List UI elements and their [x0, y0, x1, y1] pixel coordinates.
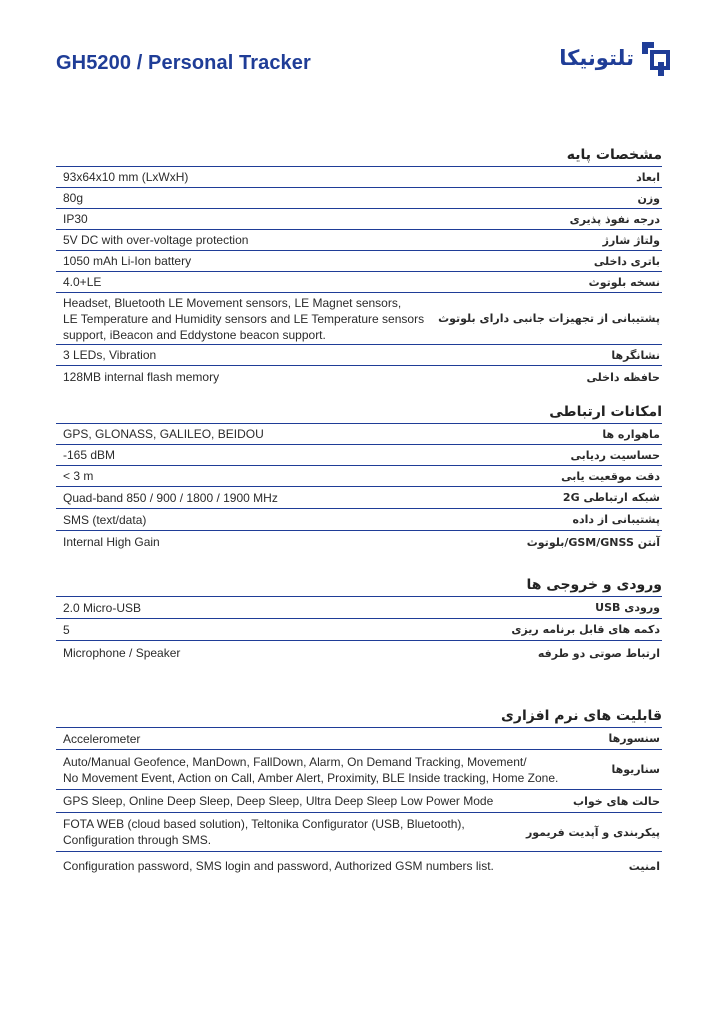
spec-label: پشتیبانی از داده	[572, 513, 660, 526]
spec-value: FOTA WEB (cloud based solution), Teltonika Configurator (USB, Bluetooth), Configuration through SMS.	[63, 817, 465, 847]
spec-row	[56, 251, 662, 272]
spec-value: 128MB internal flash memory	[63, 370, 220, 384]
spec-label: وزن	[637, 191, 660, 205]
io-section	[56, 574, 662, 665]
connectivity-section	[56, 401, 662, 553]
spec-row	[56, 597, 662, 619]
spec-label: ماهواره ها	[602, 427, 660, 441]
spec-row	[56, 424, 662, 445]
spec-value: 3 LEDs, Vibration	[63, 348, 157, 362]
spec-row	[56, 167, 662, 188]
spec-row	[56, 230, 662, 251]
spec-label: حافظه داخلی	[586, 370, 660, 384]
spec-row	[56, 813, 662, 852]
spec-label: باتری داخلی	[593, 254, 660, 268]
spec-row	[56, 750, 662, 790]
spec-label: نسخه بلوتوث	[588, 275, 660, 289]
spec-row	[56, 641, 662, 665]
spec-label: ورودی USB	[595, 601, 660, 614]
spec-value: 1050 mAh Li-Ion battery	[63, 254, 192, 268]
spec-label: شبکه ارتباطی 2G	[562, 491, 660, 504]
spec-label: سناریوها	[611, 763, 660, 776]
spec-value: Accelerometer	[63, 731, 141, 746]
spec-row	[56, 619, 662, 641]
spec-value: IP30	[63, 212, 88, 226]
spec-label: آنتن GSM/GNSS/بلوتوث	[526, 535, 660, 549]
spec-row	[56, 531, 662, 553]
spec-row	[56, 209, 662, 230]
teltonika-logo-icon	[638, 38, 672, 78]
spec-label: دکمه های قابل برنامه ریزی	[511, 623, 660, 636]
spec-value: 5	[63, 622, 70, 637]
spec-label: ابعاد	[636, 170, 660, 184]
spec-value: 5V DC with over-voltage protection	[63, 233, 249, 247]
spec-row	[56, 509, 662, 531]
spec-label: دقت موقعیت یابی	[561, 469, 660, 483]
spec-row	[56, 293, 662, 345]
spec-row	[56, 188, 662, 209]
spec-value: SMS (text/data)	[63, 512, 147, 527]
spec-row	[56, 345, 662, 366]
section-title: ورودی و خروجی ها	[56, 574, 662, 597]
spec-label: امنیت	[628, 859, 660, 873]
spec-label: نشانگرها	[611, 348, 660, 362]
spec-label: درجه نفوذ پذیری	[569, 212, 660, 226]
basic-specs-section	[56, 144, 662, 388]
brand-logo	[559, 38, 672, 78]
spec-row	[56, 487, 662, 509]
spec-value: GPS, GLONASS, GALILEO, BEIDOU	[63, 427, 264, 441]
spec-row	[56, 852, 662, 880]
spec-row	[56, 445, 662, 466]
section-title: امکانات ارتباطی	[56, 401, 662, 424]
spec-label: حساسیت ردیابی	[570, 448, 660, 462]
spec-label: پشتیبانی از تجهیزات جانبی دارای بلوتوث	[438, 312, 660, 325]
spec-value: < 3 m	[63, 469, 94, 483]
logo-text: تلتونیکا	[559, 46, 634, 70]
spec-value: -165 dBM	[63, 448, 116, 462]
spec-row	[56, 790, 662, 813]
spec-value: 93x64x10 mm (LxWxH)	[63, 170, 189, 184]
spec-value: Configuration password, SMS login and password, Authorized GSM numbers list.	[63, 859, 494, 873]
spec-row	[56, 466, 662, 487]
spec-label: سنسورها	[608, 732, 660, 745]
spec-label: پیکربندی و آپدیت فریمور	[525, 825, 660, 839]
spec-value: 4.0+LE	[63, 275, 102, 289]
spec-label: ولتاژ شارژ	[602, 233, 660, 247]
spec-row	[56, 272, 662, 293]
spec-value: GPS Sleep, Online Deep Sleep, Deep Sleep, Ultra Deep Sleep Low Power Mode	[63, 794, 494, 808]
spec-value: Headset, Bluetooth LE Movement sensors, LE Magnet sensors, LE Temperature and Humidity sensors and LE Temperature sensors support, iBeacon and Eddystone beacon support.	[63, 295, 425, 342]
software-section	[56, 705, 662, 880]
spec-value: Microphone / Speaker	[63, 646, 181, 660]
spec-row	[56, 366, 662, 388]
spec-value: Quad-band 850 / 900 / 1800 / 1900 MHz	[63, 490, 278, 505]
section-title: قابلیت های نرم افزاری	[56, 705, 662, 728]
spec-label: ارتباط صوتی دو طرفه	[537, 646, 660, 660]
spec-value: 2.0 Micro-USB	[63, 600, 142, 615]
spec-value: Auto/Manual Geofence, ManDown, FallDown, Alarm, On Demand Tracking, Movement/ No Movement Event, Action on Call, Amber Alert, Proximity, BLE Inside tracking, Home Zone.	[63, 754, 559, 785]
spec-label: حالت های خواب	[573, 794, 660, 808]
section-title: مشخصات پایه	[56, 144, 662, 167]
spec-value: Internal High Gain	[63, 535, 160, 549]
page-title: GH5200 / Personal Tracker	[56, 52, 311, 74]
spec-row	[56, 728, 662, 750]
spec-value: 80g	[63, 191, 84, 205]
